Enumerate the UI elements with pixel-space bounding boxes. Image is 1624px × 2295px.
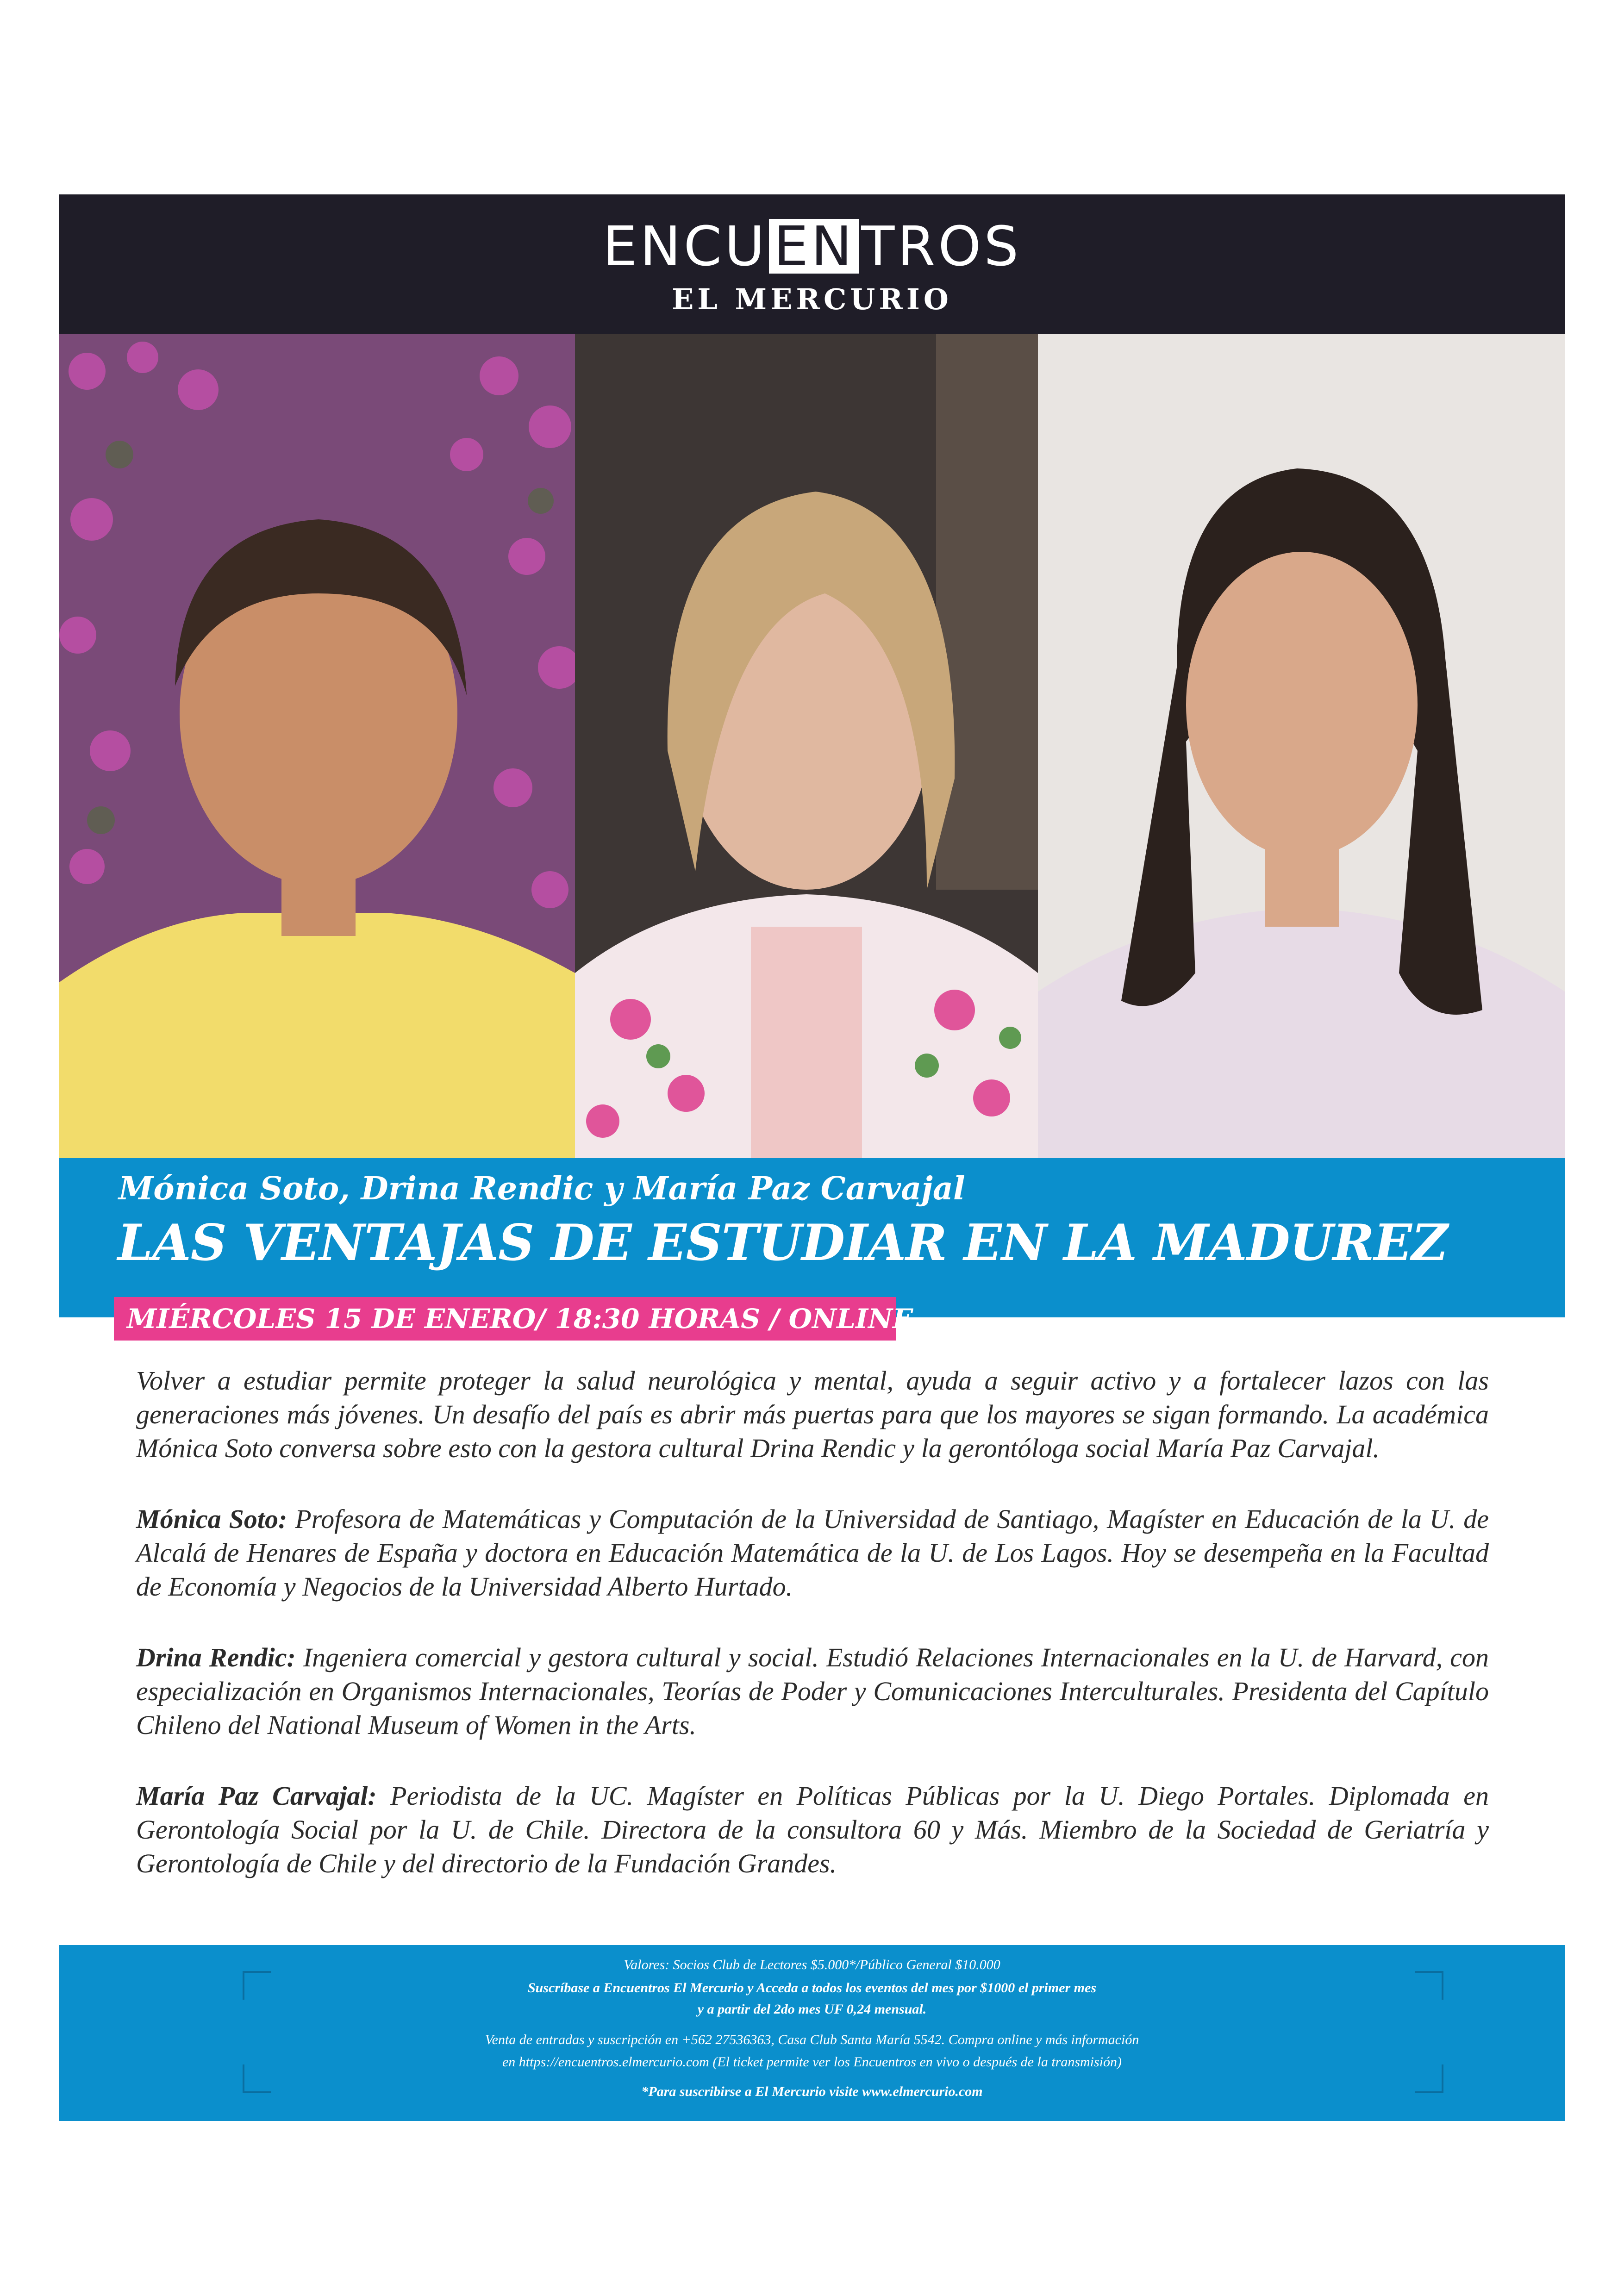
bio-text: Periodista de la UC. Magíster en Políticas Públicas por la U. Diego Portales. Diplomada en Gerontología Social por la U. de Chile. Directora de la consultora 60 y Más. Miembro de la Sociedad de Geriatría y Gerontología de Chile y del directorio de la Fundación Grandes.: [136, 1781, 1489, 1878]
sales-info: Venta de entradas y suscripción en +562 27536363, Casa Club Santa María 5542. Compra online y más información: [485, 2032, 1139, 2047]
ticket-info-footer: [59, 1945, 1565, 2121]
photo-drina-rendic: [575, 334, 1038, 1158]
ticket-prices: Valores: Socios Club de Lectores $5.000*/Público General $10.000: [624, 1957, 1000, 1972]
portrait-image-2: [575, 334, 1038, 1158]
bio-text: Profesora de Matemáticas y Computación de la Universidad de Santiago, Magíster en Educación de la U. de Alcalá de Henares de España y doctora en Educación Matemática de la U. de Los Lagos. Hoy se desempeña en la Facultad de Economía y Negocios de la Universidad Alberto Hurtado.: [136, 1504, 1489, 1602]
bio-drina-rendic: [136, 1640, 1489, 1742]
sales-info-cont: en https://encuentros.elmercurio.com (El ticket permite ver los Encuentros en vivo o después de la transmisión): [502, 2054, 1122, 2070]
logo-text-start: ENCU: [602, 214, 768, 278]
logo-text-end: TROS: [861, 214, 1022, 278]
event-description: [136, 1364, 1489, 1917]
logo-text-box: EN: [769, 219, 859, 274]
portrait-image-1: [59, 334, 575, 1158]
speaker-photos: [59, 334, 1565, 1158]
event-title-band: [59, 1158, 1565, 1317]
speakers-names: Mónica Soto, Drina Rendic y María Paz Carvajal: [119, 1170, 965, 1207]
intro-paragraph: Volver a estudiar permite proteger la salud neurológica y mental, ayuda a seguir activo y a fortalecer lazos con las generaciones más jóvenes. Un desafío del país es abrir más puertas para que los mayores se sigan formando. La académica Mónica Soto conversa sobre esto con la gestora cultural Drina Rendic y la gerontóloga social María Paz Carvajal.: [136, 1366, 1489, 1463]
encuentros-logo: [59, 214, 1565, 279]
mercurio-subscription-note: *Para suscribirse a El Mercurio visite www.elmercurio.com: [641, 2084, 983, 2099]
el-mercurio-logo: EL MERCURIO: [672, 282, 952, 316]
event-date-badge: MIÉRCOLES 15 DE ENERO/ 18:30 HORAS / ONLINE: [114, 1297, 896, 1341]
bio-maria-paz-carvajal: [136, 1779, 1489, 1880]
bio-monica-soto: [136, 1502, 1489, 1603]
subscription-offer: Suscríbase a Encuentros El Mercurio y Acceda a todos los eventos del mes por $1000 el primer mes: [527, 1980, 1097, 1996]
subscription-offer-cont: y a partir del 2do mes UF 0,24 mensual.: [697, 2002, 927, 2017]
bio-text: Ingeniera comercial y gestora cultural y social. Estudió Relaciones Internacionales en la U. de Harvard, con especialización en Organismos Internacionales, Teorías de Poder y Comunicaciones Interculturales. Presidenta del Capítulo Chileno del National Museum of Women in the Arts.: [136, 1642, 1489, 1740]
bio-name: Drina Rendic:: [136, 1642, 296, 1672]
photo-monica-soto: [59, 334, 575, 1158]
bio-name: María Paz Carvajal:: [136, 1781, 377, 1811]
event-title: LAS VENTAJAS DE ESTUDIAR EN LA MADUREZ: [118, 1214, 1448, 1272]
photo-maria-paz-carvajal: [1038, 334, 1565, 1158]
event-header: [59, 194, 1565, 334]
portrait-image-3: [1038, 334, 1565, 1158]
bio-name: Mónica Soto:: [136, 1504, 287, 1534]
